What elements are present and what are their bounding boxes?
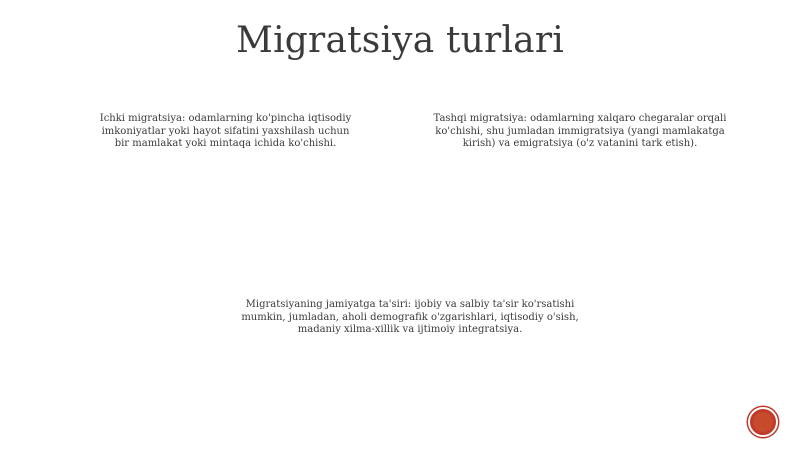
next-slide-button[interactable] <box>748 407 778 437</box>
external-migration-text: Tashqi migratsiya: odamlarning xalqaro chegaralar orqali ko'chishi, shu jumladan immigratsiya (yangi mamlakatga kirish) va emigratsiya (o'z vatanini tark etish). <box>433 113 727 149</box>
internal-migration-text: Ichki migratsiya: odamlarning ko'pincha iqtisodiy imkoniyatlar yoki hayot sifatini yaxshilash uchun bir mamlakat yoki mintaqa ichida ko'chishi. <box>99 113 352 149</box>
circle-nav-icon <box>753 412 773 432</box>
migration-impact-text: Migratsiyaning jamiyatga ta'siri: ijobiy va salbiy ta'sir ko'rsatishi mumkin, jumladan, aholi demografik o'zgarishlari, iqtisodiy o'sish, madaniy xilma-xillik va ijtimoiy integratsiya. <box>241 299 579 335</box>
slide-title: Migratsiya turlari <box>236 20 564 61</box>
